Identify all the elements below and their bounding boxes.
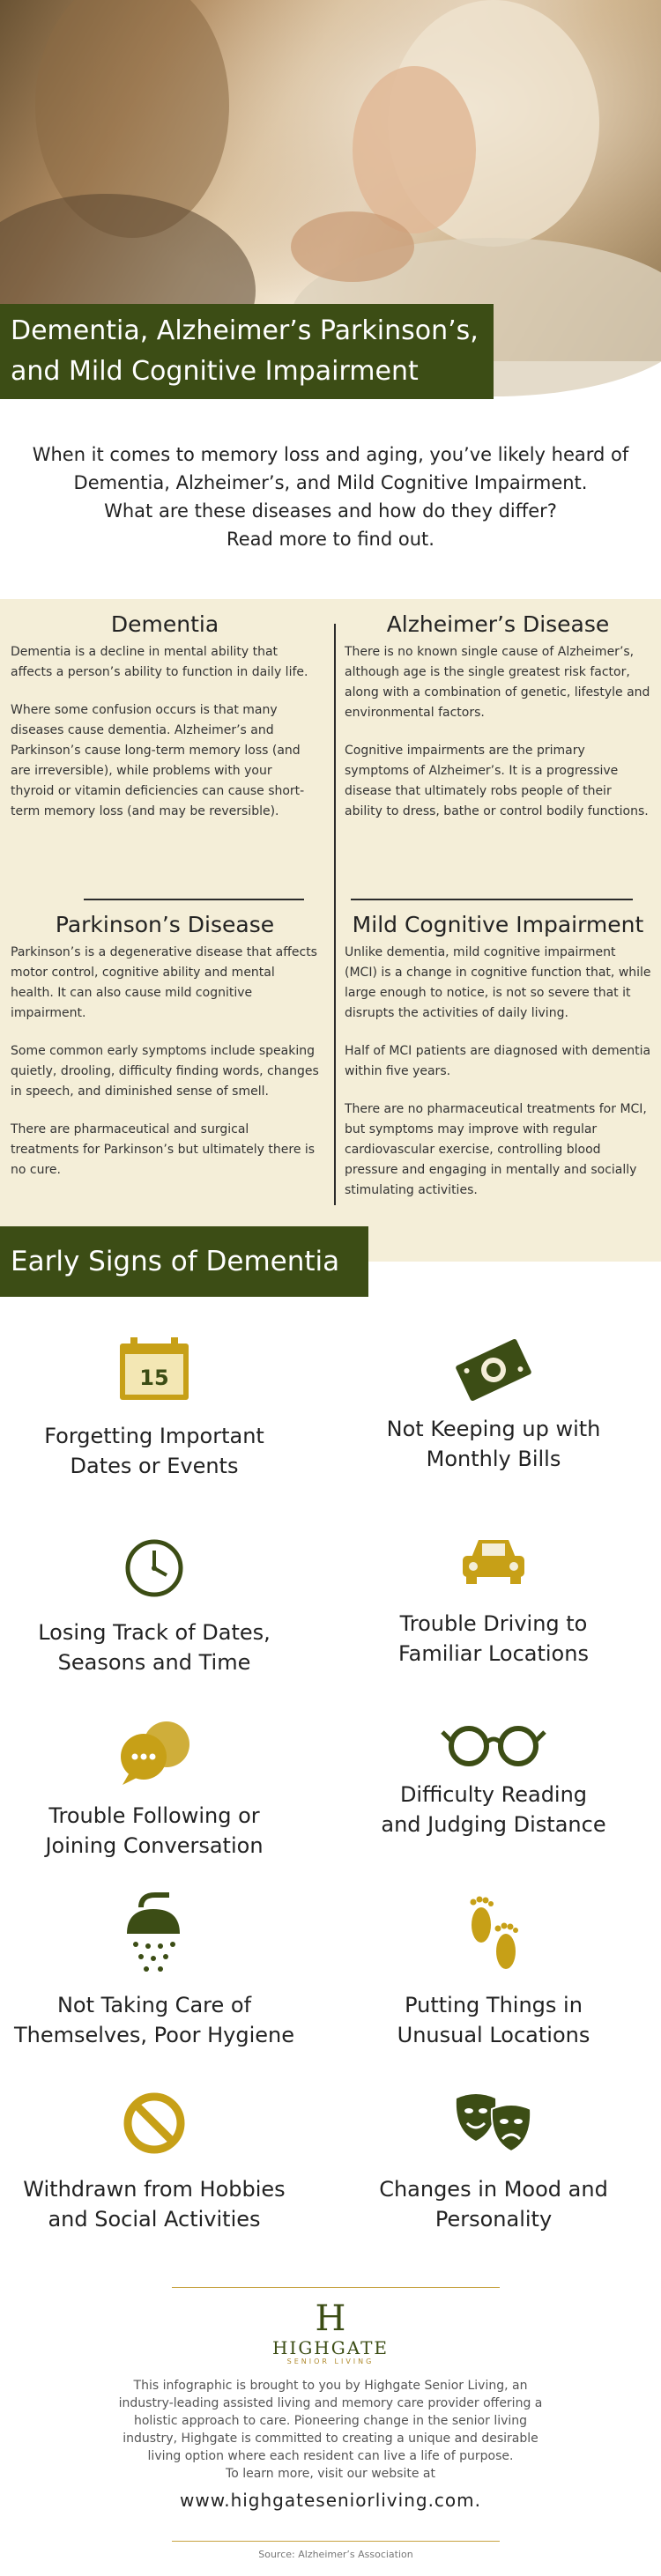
dementia-section (11, 611, 319, 840)
intro-line3: What are these diseases and how do they differ? (104, 500, 557, 522)
mci-paragraph-3: There are no pharmaceutical treatments for MCI, but symptoms may improve with regular cardiovascular exercise, controlling blood pressure and engaging in mentally and socially stimulating activities. (345, 1102, 647, 1197)
sign-label-line1: Putting Things in (405, 1993, 583, 2017)
sign-withdrawn (0, 2088, 313, 2234)
dementia-paragraph-2: Where some confusion occurs is that many diseases cause dementia. Alzheimer’s and Parkinson’s cause long-term memory loss (and are irreversible), while problems with your thyroid or vitamin deficiencies can cause short-term memory loss (and may be reversible). (11, 703, 305, 818)
mci-paragraph-1: Unlike dementia, mild cognitive impairment (MCI) is a change in cognitive function that, while large enough to notice, is not so severe that it disrupts the activities of daily living. (345, 945, 651, 1020)
footprints-icon (458, 1890, 529, 1978)
footer-line: This infographic is brought to you by Highgate Senior Living, an (133, 2379, 528, 2393)
sign-label (0, 1421, 313, 1481)
mci-section (345, 912, 651, 1218)
shower-icon (115, 1890, 194, 1978)
sign-label-line2: Joining Conversation (45, 1833, 264, 1858)
mci-title: Mild Cognitive Impairment (352, 912, 644, 937)
divider-left (84, 899, 304, 900)
calendar-icon (115, 1335, 194, 1405)
mci-paragraph-2: Half of MCI patients are diagnosed with dementia within five years. (345, 1044, 651, 1078)
hero-title-line1: Dementia, Alzheimer’s Parkinson’s, (11, 315, 479, 346)
sign-label-line1: Trouble Driving to (399, 1611, 588, 1636)
sign-label-line1: Not Taking Care of (56, 1993, 252, 2017)
sign-forgetting-dates (0, 1335, 313, 1481)
sign-label-line2: Familiar Locations (398, 1641, 589, 1666)
divider-right (351, 899, 633, 900)
sign-label-line1: Forgetting Important (44, 1424, 264, 1448)
logo-wordmark: HIGHGATE (271, 2337, 390, 2358)
intro-line1: When it comes to memory loss and aging, you’ve likely heard of (32, 444, 629, 465)
sign-label-line2: Themselves, Poor Hygiene (13, 2023, 295, 2047)
sign-label (335, 1609, 652, 1669)
footer-top-rule (172, 2287, 500, 2288)
sign-label-line1: Difficulty Reading (399, 1782, 588, 1807)
sign-label (0, 1990, 313, 2050)
website-link[interactable]: www.highgateseniorliving.com. (179, 2490, 482, 2511)
hero-title-line2: and Mild Cognitive Impairment (11, 356, 419, 387)
sign-unusual-locations (335, 1890, 652, 2050)
sign-label-line2: Unusual Locations (397, 2023, 590, 2047)
footer-line: industry, Highgate is committed to creating a unique and desirable (123, 2432, 538, 2446)
footer-description (84, 2377, 577, 2483)
footer-bottom-rule (172, 2541, 500, 2542)
sign-label-line1: Withdrawn from Hobbies (23, 2177, 286, 2202)
hero-title (0, 304, 494, 399)
dementia-title: Dementia (110, 611, 219, 637)
sign-label (0, 1801, 313, 1861)
money-icon (449, 1335, 538, 1405)
definitions-panel (0, 599, 661, 1262)
parkinsons-title: Parkinson’s Disease (55, 912, 275, 937)
footer-line: holistic approach to care. Pioneering change in the senior living (133, 2414, 528, 2428)
glasses-icon (441, 1718, 546, 1771)
sign-difficulty-reading (335, 1718, 652, 1839)
chat-bubbles-icon (110, 1718, 198, 1788)
alzheimers-title: Alzheimer’s Disease (386, 611, 610, 637)
sign-poor-hygiene (0, 1890, 313, 2050)
sign-label-line1: Losing Track of Dates, (38, 1620, 271, 1645)
sign-trouble-driving (335, 1524, 652, 1669)
parkinsons-paragraph-2: Some common early symptoms include speaking quietly, drooling, difficulty finding words, changes in speech, and diminished sense of smell. (11, 1044, 319, 1099)
car-icon (454, 1524, 533, 1595)
sign-label (335, 2174, 652, 2234)
calendar-day-number: 15 (139, 1366, 169, 1390)
sign-label (0, 1617, 313, 1677)
prohibited-icon (119, 2088, 189, 2158)
sign-trouble-conversation (0, 1718, 313, 1861)
footer-line: industry-leading assisted living and memory care provider offering a (118, 2396, 543, 2410)
early-signs-heading: Early Signs of Dementia (0, 1226, 368, 1297)
sign-label-line1: Not Keeping up with (386, 1417, 601, 1441)
sign-label-line1: Trouble Following or (48, 1803, 260, 1828)
sign-label-line2: and Social Activities (48, 2207, 261, 2232)
sign-mood-changes (335, 2088, 652, 2234)
clock-icon (119, 1533, 189, 1603)
alzheimers-section (345, 611, 651, 840)
parkinsons-paragraph-1: Parkinson’s is a degenerative disease that affects motor control, cognitive ability and mental health. It can also cause mild cognitive impairment. (11, 945, 317, 1020)
highgate-logo[interactable] (264, 2299, 397, 2370)
intro-line2: Dementia, Alzheimer’s, and Mild Cognitive Impairment. (73, 472, 588, 493)
theater-masks-icon (449, 2088, 538, 2158)
sign-label-line2: and Judging Distance (381, 1812, 606, 1837)
logo-tagline: SENIOR LIVING (286, 2358, 375, 2365)
alzheimers-paragraph-2: Cognitive impairments are the primary symptoms of Alzheimer’s. It is a progressive disease that ultimately robs people of their ability to dress, bathe or control bodily functions. (345, 744, 649, 818)
sign-label (0, 2174, 313, 2234)
dementia-paragraph-1: Dementia is a decline in mental ability that affects a person’s ability to function in daily life. (11, 645, 308, 679)
sign-label-line2: Dates or Events (70, 1454, 239, 1478)
source-credit: Source: Alzheimer’s Association (258, 2549, 413, 2560)
sign-label (335, 1414, 652, 1474)
sign-label (335, 1780, 652, 1839)
footer-line: To learn more, visit our website at (226, 2467, 435, 2481)
sign-label (335, 1990, 652, 2050)
alzheimers-paragraph-1: There is no known single cause of Alzheimer’s, although age is the single greatest risk factor, along with a combination of genetic, lifestyle and environmental factors. (345, 645, 650, 720)
parkinsons-section (11, 912, 319, 1198)
sign-losing-track (0, 1533, 313, 1677)
intro-line4: Read more to find out. (227, 529, 434, 550)
intro-text (22, 440, 639, 553)
sign-label-line1: Changes in Mood and (379, 2177, 608, 2202)
footer-line: living option where each resident can live a life of purpose. (147, 2449, 514, 2463)
hero-photo (0, 0, 661, 387)
logo-monogram: H (315, 2298, 346, 2339)
sign-label-line2: Monthly Bills (426, 1447, 561, 1471)
sign-label-line2: Personality (434, 2207, 553, 2232)
vertical-divider (334, 624, 336, 1205)
sign-label-line2: Seasons and Time (57, 1650, 251, 1675)
sign-monthly-bills (335, 1335, 652, 1474)
parkinsons-paragraph-3: There are pharmaceutical and surgical treatments for Parkinson’s but ultimately there is no cure. (11, 1122, 316, 1177)
